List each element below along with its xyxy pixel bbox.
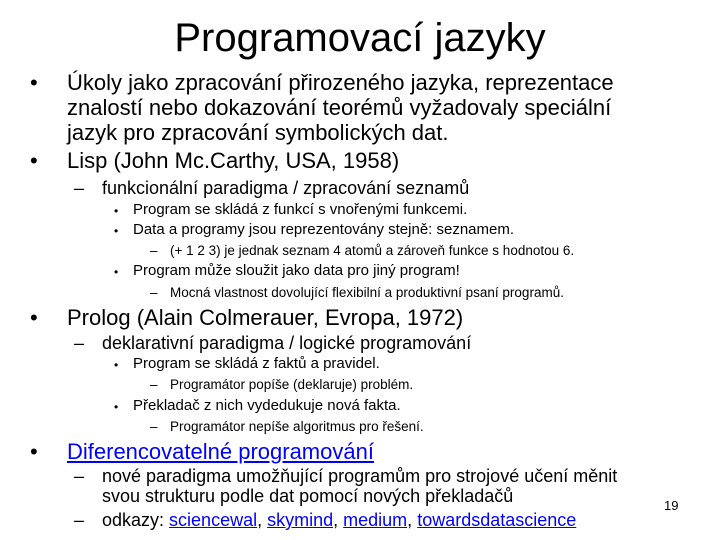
diff-heading (67, 441, 374, 463)
bullet-dot: • (114, 358, 119, 372)
diff-sub-line-2: svou strukturu podle dat pomocí nových překladačů (102, 486, 514, 506)
link-separator: , (333, 510, 344, 530)
page-number: 19 (664, 498, 679, 513)
text-line: Úkoly jako zpracování přirozeného jazyka, reprezentace (67, 70, 614, 95)
link-sciencewal[interactable]: sciencewal (169, 510, 258, 530)
bullet-dash: – (74, 333, 85, 353)
lisp-point-2: Data a programy jsou reprezentovány stejně: seznamem. (133, 221, 515, 238)
link-medium[interactable]: medium (343, 510, 408, 530)
prolog-heading: Prolog (Alain Colmerauer, Evropa, 1972) (67, 305, 464, 330)
lisp-heading: Lisp (John Mc.Carthy, USA, 1958) (67, 148, 400, 173)
diff-heading-link[interactable]: Diferencovatelné programování (67, 439, 374, 464)
text-line: znalostí nebo dokazování teorémů vyžadovaly speciální (67, 95, 612, 120)
bullet-dot: • (114, 204, 119, 218)
bullet-dash: – (150, 419, 158, 434)
bullet-dash: – (150, 243, 158, 258)
lisp-sub: funkcionální paradigma / zpracování seznamů (102, 178, 470, 198)
lisp-point-2a: (+ 1 2 3) je jednak seznam 4 atomů a zároveň funkce s hodnotou 6. (170, 243, 575, 258)
bullet-dash: – (74, 510, 85, 530)
bullet-dot: • (30, 148, 38, 173)
link-separator: , (257, 510, 268, 530)
bullet-dash: – (74, 466, 85, 486)
bullet-dash: – (150, 377, 158, 392)
text-line: jazyk pro zpracování symbolických dat. (67, 120, 449, 145)
lisp-point-1: Program se skládá z funkcí s vnořenými funkcemi. (133, 201, 468, 218)
lisp-point-3a: Mocná vlastnost dovolující flexibilní a produktivní psaní programů. (170, 285, 564, 300)
prolog-point-2a: Programátor nepíše algoritmus pro řešení. (170, 419, 424, 434)
bullet-dot: • (114, 265, 119, 279)
prolog-point-1a: Programátor popíše (deklaruje) problém. (170, 377, 414, 392)
diff-links (102, 511, 576, 530)
bullet-dot: • (114, 400, 119, 414)
bullet-dash: – (74, 178, 85, 198)
prolog-sub: deklarativní paradigma / logické programování (102, 333, 472, 353)
diff-sub-line-1: nové paradigma umožňující programům pro strojové učení měnit (102, 466, 618, 486)
lisp-point-3: Program může sloužit jako data pro jiný program! (133, 262, 460, 279)
bullet-dot: • (30, 439, 38, 464)
prolog-point-2: Překladač z nich vydedukuje nová fakta. (133, 397, 401, 414)
bullet-dot: • (30, 305, 38, 330)
bullet-dot: • (30, 70, 38, 95)
prolog-point-1: Program se skládá z faktů a pravidel. (133, 355, 380, 372)
link-separator: , (407, 510, 418, 530)
links-prefix: odkazy: (102, 510, 170, 530)
bullet-dot: • (114, 224, 119, 238)
page-title: Programovací jazyky (174, 16, 546, 60)
link-towardsdatascience[interactable]: towardsdatascience (417, 510, 577, 530)
link-skymind[interactable]: skymind (267, 510, 334, 530)
bullet-dash: – (150, 285, 158, 300)
